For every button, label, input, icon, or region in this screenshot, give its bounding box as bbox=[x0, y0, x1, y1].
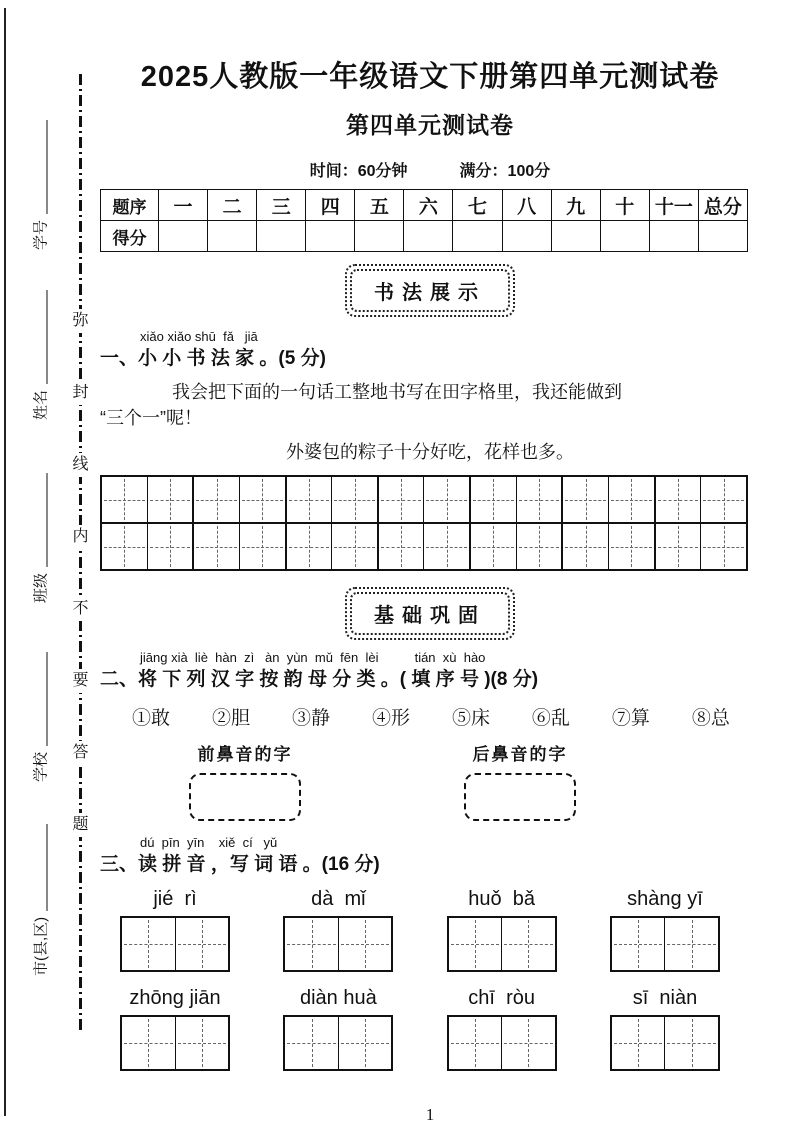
tianzige-cell[interactable] bbox=[379, 524, 425, 569]
option-3: ③静 bbox=[291, 708, 330, 729]
section1-heading: 一、小 小 书 法 家 。(5 分) bbox=[100, 348, 326, 369]
tianzige-cell[interactable] bbox=[563, 524, 609, 569]
word-row-1 bbox=[100, 886, 760, 972]
front-nasal-label: 前鼻音的字 bbox=[197, 745, 293, 764]
tianzige-cell[interactable] bbox=[194, 524, 240, 569]
word-grid bbox=[120, 1015, 230, 1071]
tianzige-cell[interactable] bbox=[424, 524, 471, 569]
score-table-column-header: 一 bbox=[159, 190, 208, 221]
tianzige-cell[interactable] bbox=[665, 918, 718, 970]
word-col bbox=[610, 886, 720, 972]
tianzige-cell[interactable] bbox=[176, 1017, 229, 1069]
score-table-column-header: 总分 bbox=[698, 190, 747, 221]
word-grid bbox=[610, 916, 720, 972]
tianzige-cell[interactable] bbox=[701, 477, 746, 522]
word-grid bbox=[447, 1015, 557, 1071]
page-left-border bbox=[4, 8, 6, 1116]
option-7: ⑦算 bbox=[611, 708, 650, 729]
score-table-score-cell[interactable] bbox=[208, 221, 257, 252]
tianzige-cell[interactable] bbox=[517, 477, 564, 522]
paper-subtitle: 第四单元测试卷 bbox=[346, 112, 514, 138]
tianzige-cell[interactable] bbox=[609, 524, 656, 569]
seal-line-char: 内 bbox=[72, 525, 88, 549]
class-label: 班级 bbox=[32, 572, 50, 603]
section1-pinyin: xiǎo xiǎo shū fǎ jiā bbox=[140, 329, 258, 344]
tianzige-cell[interactable] bbox=[148, 524, 195, 569]
banner-foundation bbox=[345, 587, 515, 640]
tianzige-cell[interactable] bbox=[339, 918, 392, 970]
word-col bbox=[283, 985, 393, 1071]
back-nasal-column bbox=[445, 740, 595, 821]
score-table-column-header: 十 bbox=[600, 190, 649, 221]
tianzige-cell[interactable] bbox=[656, 524, 702, 569]
sidebar-field-class bbox=[34, 473, 49, 603]
score-table-score-cell[interactable] bbox=[600, 221, 649, 252]
tianzige-cell[interactable] bbox=[102, 524, 148, 569]
name-label: 姓名 bbox=[32, 389, 50, 420]
score-table-column-header: 九 bbox=[551, 190, 600, 221]
word-col bbox=[120, 985, 230, 1071]
word-grid bbox=[283, 916, 393, 972]
tianzige-cell[interactable] bbox=[285, 1017, 339, 1069]
exam-time: 时间：60分钟 bbox=[309, 163, 408, 180]
tianzige-cell[interactable] bbox=[240, 524, 287, 569]
tianzige-cell[interactable] bbox=[176, 918, 229, 970]
seal-line-char: 线 bbox=[72, 453, 88, 477]
score-table-column-header: 二 bbox=[208, 190, 257, 221]
word-grid bbox=[610, 1015, 720, 1071]
tianzige-cell[interactable] bbox=[656, 477, 702, 522]
pinyin-word: dà mǐ bbox=[311, 888, 366, 910]
score-table-column-header: 五 bbox=[355, 190, 404, 221]
section2-pinyin: jiāng xià liè hàn zì àn yùn mǔ fēn lèi tián xù hào bbox=[140, 650, 486, 665]
tianzige-cell[interactable] bbox=[240, 477, 287, 522]
city-county-label: 市(县,区) bbox=[32, 916, 50, 976]
section1-instruction-line1: 我会把下面的一句话工整地书写在田字格里，我还能做到 bbox=[172, 382, 622, 402]
score-table bbox=[100, 189, 748, 252]
option-1: ①敢 bbox=[132, 708, 171, 729]
tianzige-cell[interactable] bbox=[612, 918, 666, 970]
pinyin-word: shàng yī bbox=[627, 888, 703, 910]
tianzige-cell[interactable] bbox=[122, 918, 176, 970]
school-fill-line[interactable] bbox=[43, 652, 48, 746]
score-table-column-header: 四 bbox=[306, 190, 355, 221]
pinyin-word: jié rì bbox=[153, 888, 197, 910]
calligraphy-grid-row bbox=[102, 524, 746, 569]
tianzige-cell[interactable] bbox=[449, 918, 503, 970]
section1-copy-sentence: 外婆包的粽子十分好吃，花样也多。 bbox=[286, 442, 574, 462]
option-6: ⑥乱 bbox=[531, 708, 570, 729]
tianzige-cell[interactable] bbox=[102, 477, 148, 522]
word-col bbox=[610, 985, 720, 1071]
tianzige-cell[interactable] bbox=[379, 477, 425, 522]
student-number-label: 学号 bbox=[32, 219, 50, 250]
tianzige-cell[interactable] bbox=[471, 524, 517, 569]
score-table-score-cell[interactable] bbox=[159, 221, 208, 252]
tianzige-cell[interactable] bbox=[287, 524, 333, 569]
front-nasal-column bbox=[170, 740, 320, 821]
banner-calligraphy bbox=[345, 264, 515, 317]
back-nasal-label: 后鼻音的字 bbox=[472, 745, 568, 764]
pinyin-word: huǒ bǎ bbox=[468, 888, 536, 910]
tianzige-cell[interactable] bbox=[449, 1017, 503, 1069]
paper-content bbox=[100, 0, 760, 1122]
score-table-score-cell[interactable] bbox=[502, 221, 551, 252]
nasal-classification bbox=[100, 740, 760, 821]
city-county-fill-line[interactable] bbox=[43, 824, 48, 911]
class-fill-line[interactable] bbox=[43, 473, 48, 567]
tianzige-cell[interactable] bbox=[502, 1017, 555, 1069]
score-table-column-header: 七 bbox=[453, 190, 502, 221]
option-2: ②胆 bbox=[211, 708, 250, 729]
seal-line-char: 要 bbox=[72, 669, 88, 693]
score-table-score-cell[interactable] bbox=[404, 221, 453, 252]
sidebar-field-city-county bbox=[34, 824, 49, 976]
tianzige-cell[interactable] bbox=[332, 524, 379, 569]
pinyin-word: diàn huà bbox=[299, 987, 377, 1009]
calligraphy-grid bbox=[100, 475, 748, 571]
question-order-label: 题序 bbox=[101, 190, 159, 221]
tianzige-cell[interactable] bbox=[122, 1017, 176, 1069]
exam-full-score: 满分：100分 bbox=[459, 163, 551, 180]
score-table-score-cell[interactable] bbox=[257, 221, 306, 252]
section3-pinyin: dú pīn yīn xiě cí yǔ bbox=[140, 835, 278, 850]
tianzige-cell[interactable] bbox=[665, 1017, 718, 1069]
score-table-score-cell[interactable] bbox=[551, 221, 600, 252]
score-table-score-cell[interactable] bbox=[649, 221, 698, 252]
word-col bbox=[120, 886, 230, 972]
front-nasal-answer-box[interactable] bbox=[189, 773, 301, 821]
banner-foundation-text: 基础巩固 bbox=[350, 592, 510, 635]
school-label: 学校 bbox=[32, 751, 50, 782]
tianzige-cell[interactable] bbox=[148, 477, 195, 522]
word-col bbox=[447, 886, 557, 972]
seal-line-char: 弥 bbox=[72, 309, 88, 333]
seal-line-char: 封 bbox=[72, 381, 88, 405]
name-fill-line[interactable] bbox=[43, 290, 48, 384]
pinyin-word: sī niàn bbox=[632, 987, 698, 1009]
option-8: ⑧总 bbox=[691, 708, 730, 729]
back-nasal-answer-box[interactable] bbox=[464, 773, 576, 821]
score-table-column-header: 六 bbox=[404, 190, 453, 221]
score-table-header-row bbox=[101, 190, 748, 221]
word-col bbox=[447, 985, 557, 1071]
tianzige-cell[interactable] bbox=[612, 1017, 666, 1069]
tianzige-cell[interactable] bbox=[339, 1017, 392, 1069]
section2-heading: 二、将 下 列 汉 字 按 韵 母 分 类 。( 填 序 号 )(8 分) bbox=[100, 669, 539, 690]
seal-line bbox=[72, 74, 89, 1030]
tianzige-cell[interactable] bbox=[701, 524, 746, 569]
seal-line-char: 答 bbox=[72, 741, 88, 765]
student-number-fill-line[interactable] bbox=[43, 120, 48, 214]
tianzige-cell[interactable] bbox=[471, 477, 517, 522]
tianzige-cell[interactable] bbox=[563, 477, 609, 522]
sidebar-field-name bbox=[34, 290, 49, 420]
score-label: 得分 bbox=[101, 221, 159, 252]
score-table-column-header: 三 bbox=[257, 190, 306, 221]
paper-title: 2025人教版一年级语文下册第四单元测试卷 bbox=[140, 61, 720, 93]
word-row-2 bbox=[100, 985, 760, 1071]
option-5: ⑤床 bbox=[451, 708, 490, 729]
tianzige-cell[interactable] bbox=[285, 918, 339, 970]
word-grid bbox=[120, 916, 230, 972]
section1-instruction-line2: “三个一”呢！ bbox=[100, 408, 202, 428]
section3-heading: 三、读 拼 音 ，写 词 语 。(16 分) bbox=[100, 854, 380, 875]
tianzige-cell[interactable] bbox=[609, 477, 656, 522]
calligraphy-grid-row bbox=[102, 477, 746, 524]
tianzige-cell[interactable] bbox=[424, 477, 471, 522]
section2-options bbox=[100, 703, 760, 730]
pinyin-word: chī ròu bbox=[468, 987, 535, 1009]
score-table-score-cell[interactable] bbox=[355, 221, 404, 252]
tianzige-cell[interactable] bbox=[194, 477, 240, 522]
exam-meta bbox=[100, 158, 760, 181]
score-table-column-header: 十一 bbox=[649, 190, 698, 221]
tianzige-cell[interactable] bbox=[502, 918, 555, 970]
sidebar-field-student-number bbox=[34, 120, 49, 250]
score-table-score-cell[interactable] bbox=[306, 221, 355, 252]
score-table-score-cell[interactable] bbox=[698, 221, 747, 252]
seal-line-char: 题 bbox=[72, 813, 88, 837]
word-grid bbox=[283, 1015, 393, 1071]
tianzige-cell[interactable] bbox=[332, 477, 379, 522]
word-col bbox=[283, 886, 393, 972]
score-table-score-row bbox=[101, 221, 748, 252]
page-number: 1 bbox=[425, 1105, 435, 1122]
tianzige-cell[interactable] bbox=[287, 477, 333, 522]
seal-line-char: 不 bbox=[72, 597, 88, 621]
banner-calligraphy-text: 书法展示 bbox=[350, 269, 510, 312]
pinyin-word: zhōng jiān bbox=[129, 987, 221, 1009]
option-4: ④形 bbox=[371, 708, 410, 729]
score-table-column-header: 八 bbox=[502, 190, 551, 221]
sidebar-field-school bbox=[34, 652, 49, 782]
score-table-score-cell[interactable] bbox=[453, 221, 502, 252]
word-grid bbox=[447, 916, 557, 972]
tianzige-cell[interactable] bbox=[517, 524, 564, 569]
